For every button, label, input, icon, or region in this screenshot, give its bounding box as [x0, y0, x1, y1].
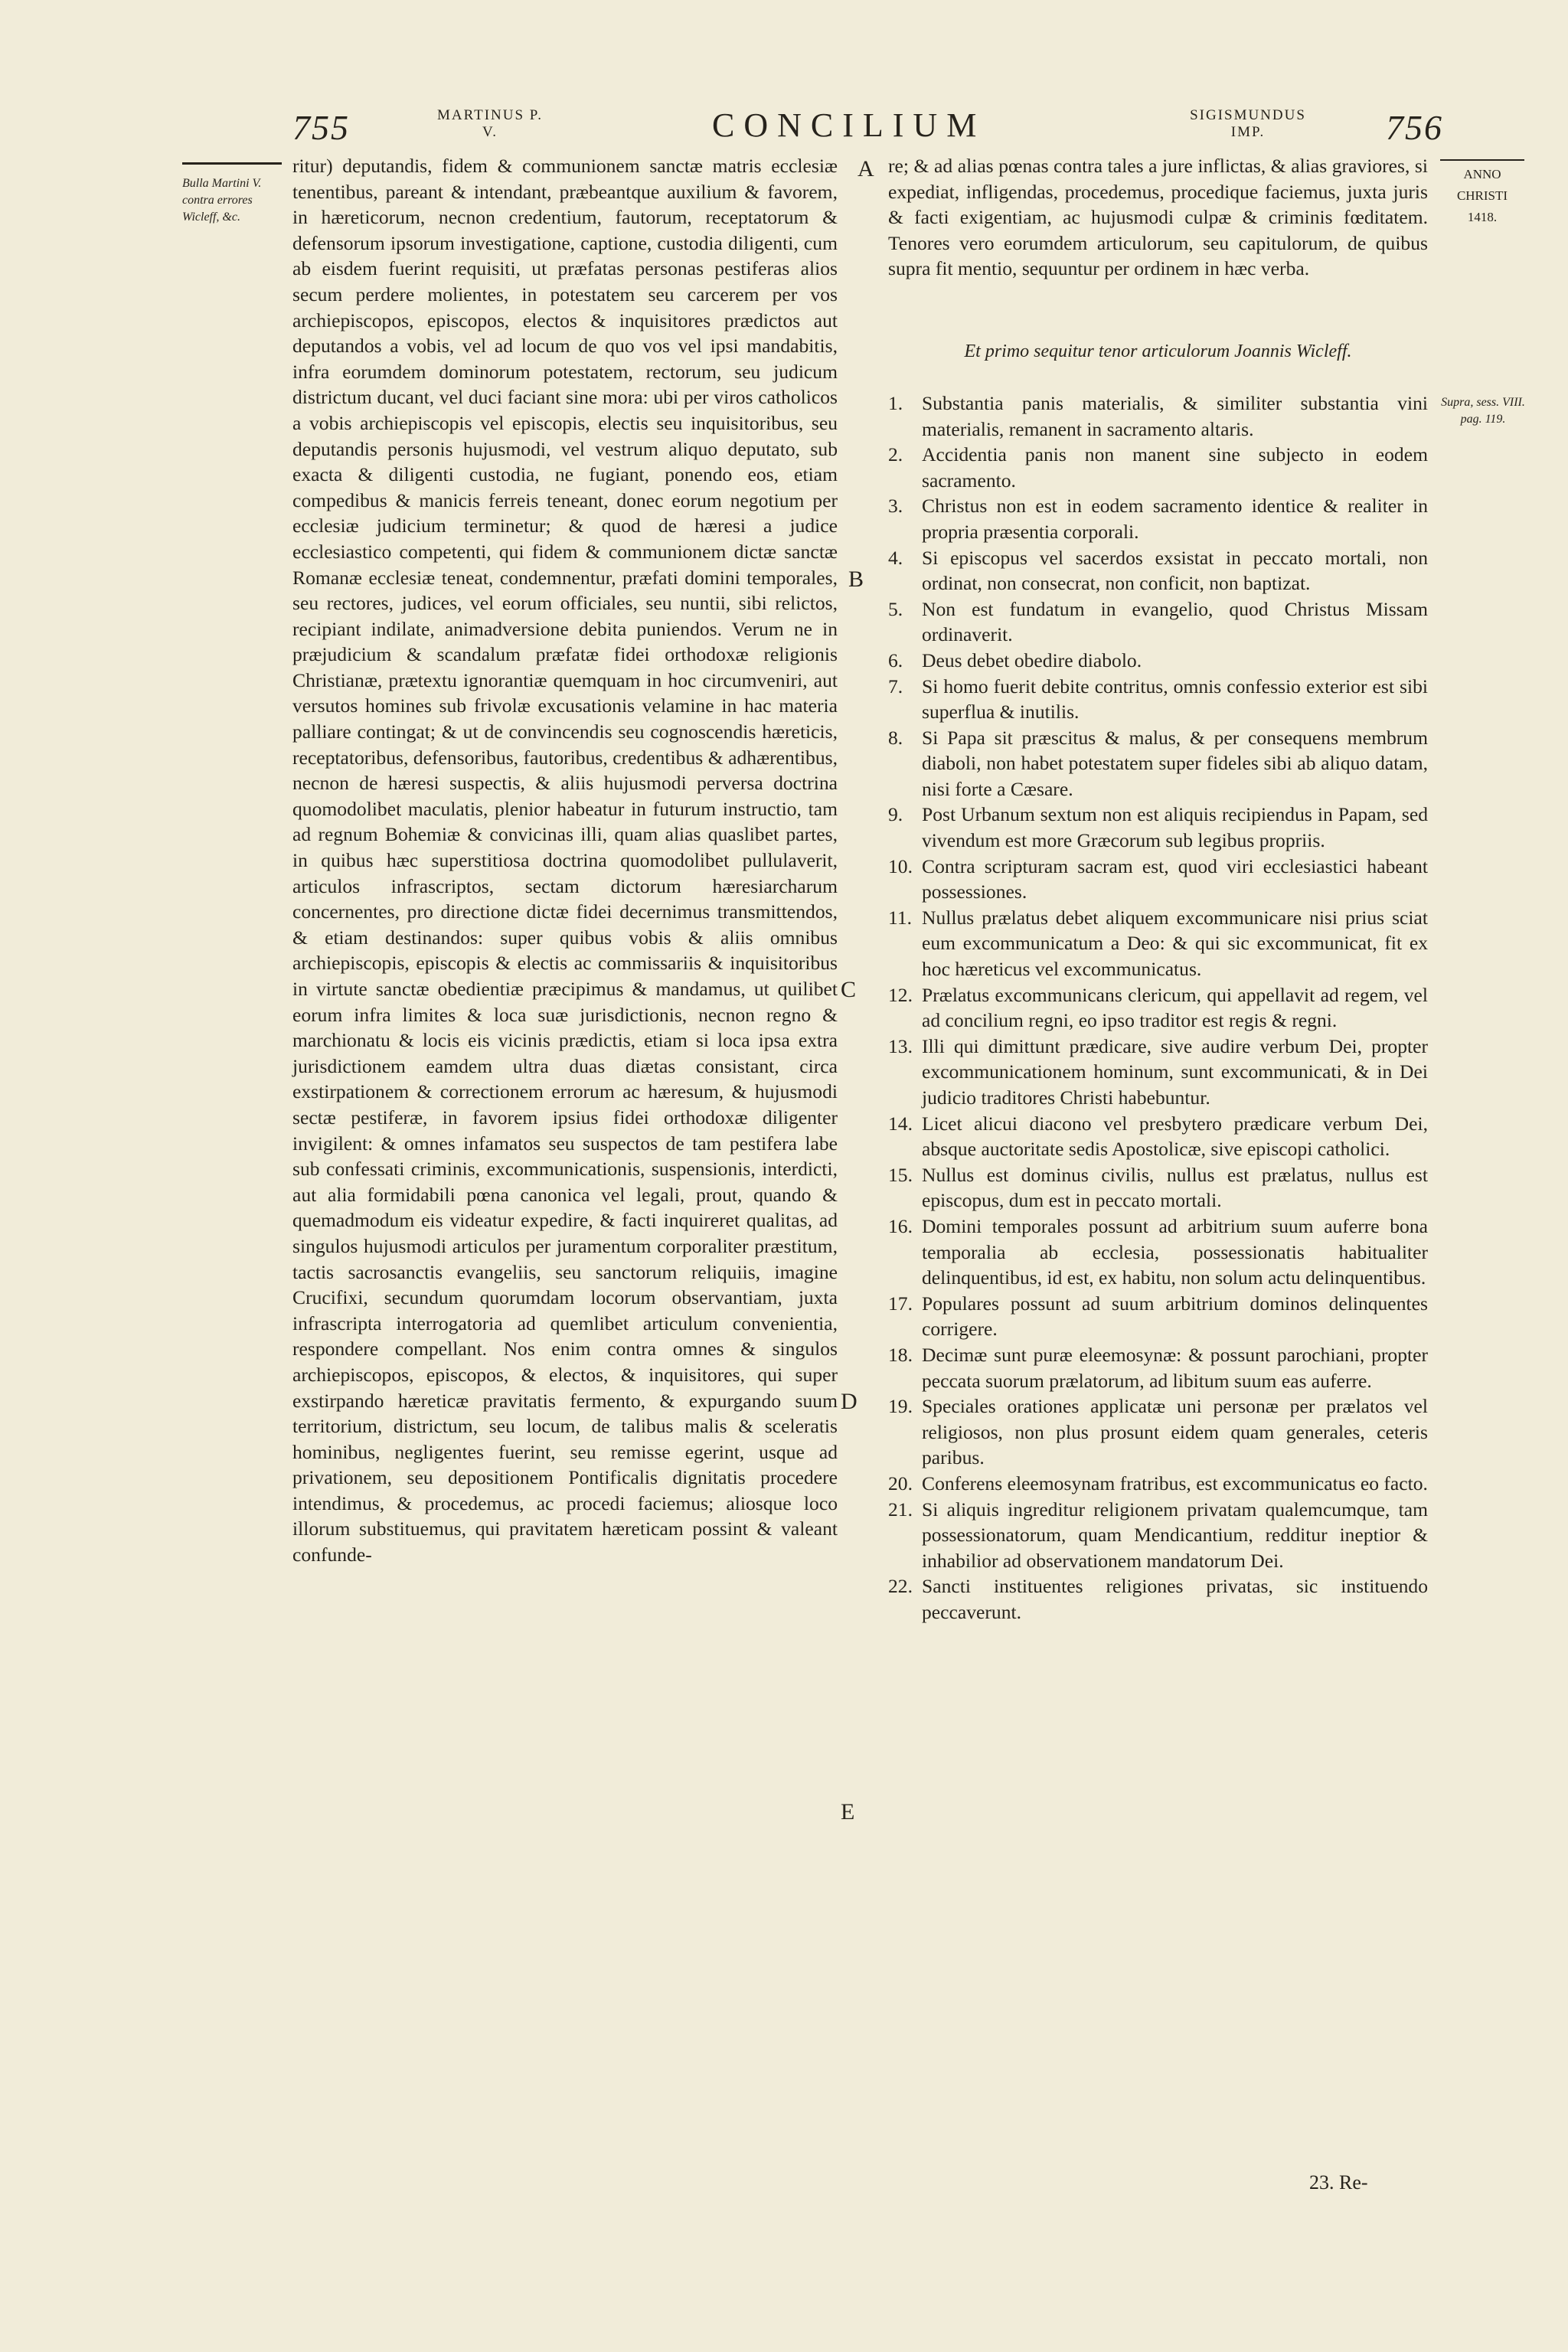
article-text: Post Urbanum sextum non est aliquis recipiendus in Papam, sed vivendum est more Græcorum sub legibus propriis. — [922, 803, 1428, 852]
article-number: 2. — [888, 443, 903, 466]
article-text: Non est fundatum in evangelio, quod Christus Missam ordinaverit. — [922, 597, 1428, 646]
article-number: 16. — [888, 1214, 913, 1237]
article-number: 7. — [888, 675, 903, 697]
article-text: Sancti instituentes religiones privatas, sic instituendo peccaverunt. — [922, 1575, 1428, 1623]
article-number: 1. — [888, 391, 903, 414]
article-text: Substantia panis materialis, & similiter substantia vini materialis, remanent in sacramento altaris. — [922, 391, 1428, 440]
article-number: 3. — [888, 495, 903, 518]
article-item — [888, 1291, 1428, 1342]
article-number: 20. — [888, 1472, 913, 1494]
article-item — [888, 1471, 1428, 1497]
right-running-head: SIGISMUNDUS IMP. — [1190, 107, 1306, 140]
article-number: 5. — [888, 597, 903, 620]
article-item — [888, 390, 1428, 442]
article-number: 22. — [888, 1575, 913, 1598]
article-text: Licet alicui diacono vel presbytero prædicare verbum Dei, absque auctoritate sedis Apostolicæ, sive episcopi catholici. — [922, 1112, 1428, 1161]
article-item — [888, 648, 1428, 674]
article-item — [888, 1214, 1428, 1291]
article-text: Si aliquis ingreditur religionem privatam qualemcumque, tam possessionatorum, quam Mendicantium, redditur ineptior & inhabilior ad observationem mandatorum Dei. — [922, 1498, 1428, 1572]
article-text: Domini temporales possunt ad arbitrium suum auferre bona temporalia ab ecclesia, possessionatis habitualiter delinquentibus, id est, ex habitu, non solum actu delinquentibus. — [922, 1214, 1428, 1289]
article-item — [888, 674, 1428, 725]
article-number: 6. — [888, 648, 903, 671]
left-margin-note — [182, 162, 289, 226]
article-number: 21. — [888, 1498, 913, 1521]
article-item — [888, 1342, 1428, 1393]
article-text: Si homo fuerit debite contritus, omnis confessio exterior est sibi superflua & inutilis. — [922, 675, 1428, 724]
article-item — [888, 545, 1428, 596]
section-letter-b: B — [848, 567, 864, 592]
section-letter-e: E — [841, 1799, 855, 1824]
section-letter-a: A — [858, 156, 874, 181]
article-item — [888, 1162, 1428, 1214]
article-number: 10. — [888, 854, 913, 877]
article-text: Si episcopus vel sacerdos exsistat in peccato mortali, non ordinat, non consecrat, non conficit, non baptizat. — [922, 546, 1428, 595]
left-page-number: 755 — [292, 108, 350, 147]
section-letter-d: D — [841, 1389, 858, 1414]
article-text: Illi qui dimittunt prædicare, sive audire verbum Dei, propter excommunicationem hominum, sunt excommunicati, & in Dei judicio traditores Christi habebuntur. — [922, 1034, 1428, 1109]
article-text: Conferens eleemosynam fratribus, est excommunicatus eo facto. — [922, 1472, 1428, 1494]
article-number: 9. — [888, 803, 903, 826]
article-text: Decimæ sunt puræ eleemosynæ: & possunt parochiani, propter peccata suorum prælatorum, ad libitum suum eas auferre. — [922, 1343, 1428, 1392]
article-text: Christus non est in eodem sacramento identice & realiter in propria præsentia corporali. — [922, 495, 1428, 543]
article-number: 17. — [888, 1292, 913, 1315]
left-margin-note-text: Bulla Martini V. contra errores Wicleff, &c. — [182, 177, 262, 224]
section-letter-c: C — [841, 977, 857, 1002]
article-text: Nullus prælatus debet aliquem excommunicare nisi prius sciat eum excommunicatum a Deo: & qui sic excommunicat, fit ex hoc hæreticus vel excommunicatus. — [922, 906, 1428, 981]
anno-label: ANNO — [1463, 167, 1501, 181]
christi-label: CHRISTI — [1456, 188, 1508, 203]
article-item — [888, 1573, 1428, 1625]
right-margin-reference: Supra, sess. VIII. pag. 119. — [1441, 396, 1525, 426]
article-text: Nullus est dominus civilis, nullus est prælatus, nullus est episcopus, dum est in peccato mortali. — [922, 1163, 1428, 1212]
article-text: Accidentia panis non manent sine subjecto in eodem sacramento. — [922, 443, 1428, 492]
left-running-head: MARTINUS P. V. — [436, 107, 544, 140]
article-item — [888, 493, 1428, 544]
right-text-column — [888, 153, 1428, 1625]
article-item — [888, 725, 1428, 802]
article-item — [888, 596, 1428, 648]
catchword: 23. Re- — [1309, 2171, 1368, 2194]
right-column-intro: re; & ad alias pœnas contra tales a jure inflictas, & alias graviores, si expediat, infligendas, procedemus, procedique faciemus, juxta juris & facti exigentiam, ac hujusmodi culpæ & criminis fœditatem. Tenores vero eorumdem articulorum, seu capitulorum, de quibus supra fit mentio, sequuntur per ordinem in hæc verba. — [888, 155, 1428, 280]
article-item — [888, 1111, 1428, 1162]
article-item — [888, 905, 1428, 982]
article-item — [888, 854, 1428, 905]
page-title: CONCILIUM — [712, 106, 986, 144]
article-number: 4. — [888, 546, 903, 569]
article-item — [888, 982, 1428, 1034]
articles-list — [888, 390, 1428, 1625]
article-item — [888, 1497, 1428, 1574]
article-number: 8. — [888, 726, 903, 749]
article-number: 12. — [888, 983, 913, 1006]
article-text: Contra scripturam sacram est, quod viri ecclesiastici habeant possessiones. — [922, 854, 1428, 903]
year-label: 1418. — [1467, 210, 1498, 224]
article-item — [888, 442, 1428, 493]
article-text: Si Papa sit præscitus & malus, & per consequens membrum diaboli, non habet potestatem super fideles sibi ab aliquo datam, nisi forte a Cæsare. — [922, 726, 1428, 800]
right-margin-year — [1436, 159, 1528, 228]
margin-rule — [182, 162, 282, 165]
article-number: 15. — [888, 1163, 913, 1186]
articles-heading: Et primo sequitur tenor articulorum Joannis Wicleff. — [964, 341, 1352, 361]
article-item — [888, 802, 1428, 853]
article-item — [888, 1034, 1428, 1111]
left-column-text: ritur) deputandis, fidem & communionem sanctæ matris ecclesiæ tenentibus, pareant & intendant, præbeantque auxilium & favorem, in hæreticorum, necnon credentium, fautorum, receptatorum & defensorum ipsorum investigatione, captione, custodia diligenti, cum ab eisdem fuerint requisiti, ut præfatas personas pestiferas alios secum perdere molientes, in potestatem seu carcerem per vos archiepiscopos, episcopos, electos & inquisitores prædictos aut deputandos a vobis, vel ad locum de quo vos vel ipsi mandabitis, infra eorumdem dominorum potestatem, rectorum, seu judicum districtum ducant, vel duci faciant sine mora: ubi per viros catholicos a vobis archiepiscopis vel episcopis, electis seu inquisitoribus, seu deputandis personis hujusmodi, vel vestrum aliquo deputato, sub exacta & diligenti custodia, ne fugiant, ponendo eos, etiam compedibus & manicis ferreis teneant, donec eorum negotium per ecclesiæ judicium terminetur; & quod de hæresi a judice ecclesiastico competenti, qui fidem & communionem dictæ sanctæ Romanæ ecclesiæ teneat, condemnentur, præfati domini temporales, seu rectores, judices, vel eorum officiales, seu nuntii, sibi relictos, recipiant indilate, animadversione debita puniendos. Verum ne in præjudicium & scandalum præfatæ fidei orthodoxæ religionis Christianæ, prætextu ignorantiæ quemquam in hoc circumveniri, aut versutos homines sub frivolæ excusationis velamine in hac materia palliare contingat; & ut de convincendis seu cognoscendis hæreticis, receptatoribus, defensoribus, fautoribus, credentibus & adhærentibus, necnon de hæresi suspectis, & aliis hujusmodi perversa doctrina quomodolibet maculatis, plenior habeatur in futurum instructio, tam ad regnum Bohemiæ & convicinas illi, quam alias quaslibet partes, in quibus hæc superstitiosa doctrina quomodolibet pullulaverit, articulos infrascriptos, sectam dictorum hæresiarcharum concernentes, pro directione dictæ fidei decernimus transmittendos, & etiam destinandos: super quibus vobis & aliis omnibus archiepiscopis, episcopis & electis ac commissariis & inquisitoribus in virtute sanctæ obedientiæ præcipimus & mandamus, ut quilibet eorum infra limites & loca suæ jurisdictionis, necnon regno & marchionatu & locis eis vicinis prædictis, etiam si loca ipsa extra jurisdictionem eamdem ultra duas diætas consistant, circa exstirpationem & correctionem errorum ac hæresum, & hujusmodi sectæ pestiferæ, in favorem ipsius fidei orthodoxæ diligenter invigilent: & omnes infamatos seu suspectos de tam pestifera labe sub confessati criminis, excommunicationis, suspensionis, interdicti, aut alia formidabili pœna canonica vel legali, prout, quando & quemadmodum eis videatur expedire, & facti inquireret qualitas, ad singulos hujusmodi articulos per juramentum corporaliter præstitum, tactis sacrosanctis evangeliis, seu sanctorum reliquiis, imagine Crucifixi, secundum quorumdam locorum observantiam, juxta infrascripta interrogatoria ad quemlibet articulum convenientia, respondere compellant. Nos enim contra omnes & singulos archiepiscopos, episcopos, & electos, & inquisitores, qui super exstirpando hæreticæ pravitatis fermento, & expurgando suum territorium, districtum, seu locum, de talibus malis & sceleratis hominibus, negligentes fuerint, seu remisse egerint, usque ad privationem, seu depositionem Pontificalis dignitatis procedere intendimus, & procedemus, ac procedi faciemus; aliosque loco illorum substituemus, qui pravitatem hæreticam possint & valeant confunde- — [292, 155, 838, 1566]
article-number: 19. — [888, 1395, 913, 1418]
margin-rule — [1440, 159, 1524, 161]
article-text: Prælatus excommunicans clericum, qui appellavit ad regem, vel ad concilium regni, eo ipso traditor est regis & regni. — [922, 983, 1428, 1032]
article-text: Populares possunt ad suum arbitrium dominos delinquentes corrigere. — [922, 1292, 1428, 1341]
article-item — [888, 1393, 1428, 1471]
right-page-number: 756 — [1386, 108, 1443, 147]
article-text: Speciales orationes applicatæ uni personæ per prælatos vel religiosos, non plus prosunt eidem quam generales, ceteris paribus. — [922, 1395, 1428, 1469]
article-number: 18. — [888, 1343, 913, 1366]
article-number: 13. — [888, 1034, 913, 1057]
article-text: Deus debet obedire diabolo. — [922, 648, 1142, 671]
left-text-column — [292, 153, 838, 1568]
article-number: 14. — [888, 1112, 913, 1135]
article-number: 11. — [888, 906, 913, 929]
